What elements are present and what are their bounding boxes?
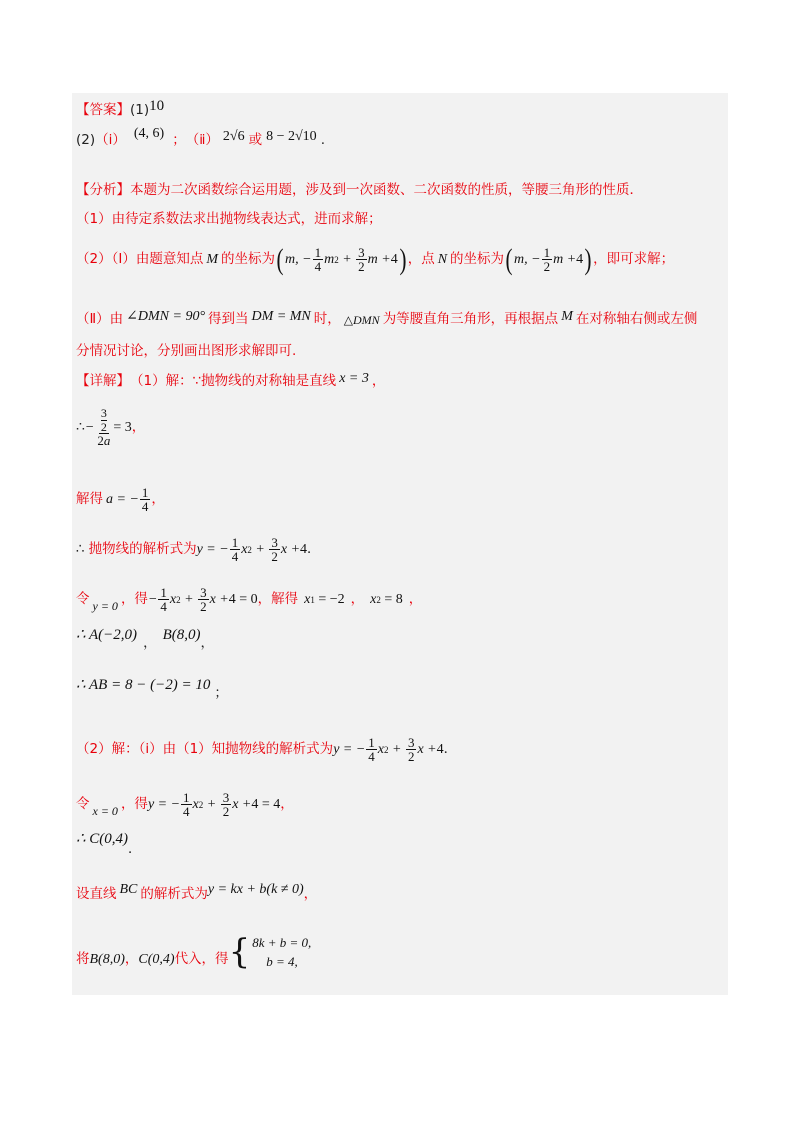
let-text: 令 — [76, 591, 90, 608]
point-c-sub: C(0,4) — [138, 952, 175, 967]
point-m-ref: M — [561, 309, 573, 324]
detail-comma-9: ， — [303, 886, 318, 903]
answer-i-value: (4, 6) — [133, 126, 165, 141]
y-zero: y = 0 — [92, 599, 118, 613]
detail-line-10 — [76, 831, 142, 857]
detail-line-4 — [76, 530, 321, 570]
detail-comma-6: ， — [143, 634, 157, 651]
solve-text: 解得 — [76, 491, 103, 508]
period-3: ． — [128, 840, 142, 857]
analysis-step-3 — [76, 309, 698, 328]
set-line-text: 设直线 — [76, 886, 117, 903]
analysis-step-2-text-d: 的坐标为 — [450, 251, 505, 268]
answer-sep: ； — [172, 132, 186, 149]
answer-part-1-value: 10 — [149, 98, 165, 114]
substitute-get: 代入，得 — [174, 951, 229, 968]
detail-line-7 — [76, 677, 228, 701]
zero-equation: − $\frac{1}{4}$ x 2 + $\frac{3}{2}$ x + 4 = 0 — [147, 584, 258, 615]
detail-line-5 — [76, 580, 422, 620]
detail-line-9 — [76, 785, 294, 825]
period: ． — [307, 541, 321, 558]
dm-equals-mn: DM = MN — [251, 309, 311, 324]
analysis-text: 本题为二次函数综合运用题，涉及到一次函数、二次函数的性质，等腰三角形的性质． — [130, 182, 643, 198]
equals-three: = 3 — [113, 419, 132, 435]
answer-part-1: (1) — [130, 101, 150, 118]
detail-comma-2: ， — [131, 419, 146, 436]
detail-line-3 — [76, 480, 165, 520]
let-text-2: 令 — [76, 796, 90, 813]
answer-ii-label: （ⅱ） — [185, 132, 219, 149]
system-equation-1: 8k + b = 0, — [252, 934, 312, 950]
answer-ii-value-2: 8 − 2√10 — [266, 129, 317, 144]
analysis-step-3-text-b: 得到当 — [208, 311, 249, 328]
analysis-step-2-text-e: ，即可求解； — [593, 251, 675, 268]
parabola-expression-text: 抛物线的解析式为 — [88, 541, 197, 558]
detail-line-1-text: （1）解：∵抛物线的对称轴是直线 — [130, 373, 337, 390]
detail-comma-10: ， — [124, 951, 139, 968]
detail-comma-5: ， — [408, 591, 423, 608]
equation-system: { 8k + b = 0, b = 4, — [228, 932, 312, 972]
detail-comma-8: ， — [280, 796, 294, 813]
substitute-text: 将 — [76, 951, 90, 968]
point-b-sub: B(8,0) — [89, 952, 125, 967]
detail-line-2 — [76, 402, 145, 454]
parabola-equation: y = − $\frac{1}{4}$ x 2 + $\frac{3}{2}$ x + 4 — [196, 534, 308, 565]
expression-text: 的解析式为 — [140, 886, 208, 903]
parabola-equation-2: y = − $\frac{1}{4}$ x 2 + $\frac{3}{2}$ x + 4 — [333, 734, 444, 765]
point-n-coordinate: ( m, − $\frac{1}{2}$ m + 4 ) — [505, 243, 592, 276]
analysis-step-3-text-e: 在对称轴右侧或左侧 — [575, 311, 698, 328]
analysis-step-2-text-b: 的坐标为 — [221, 251, 275, 268]
analysis-line-1 — [76, 184, 643, 198]
y-at-zero: y = − $\frac{1}{4}$ x 2 + $\frac{3}{2}$ x + 4 = 4 — [147, 789, 281, 820]
detail-comma-3: ， — [151, 491, 165, 508]
answer-i-label: （ⅰ） — [95, 132, 126, 149]
analysis-step-2-text-c: ，点 — [407, 251, 435, 268]
semicolon: ； — [214, 684, 228, 701]
analysis-step-1: （1）由待定系数法求出抛物线表达式，进而求解； — [76, 211, 382, 227]
a-equals: a = − — [106, 492, 139, 507]
answer-or: 或 — [248, 132, 263, 149]
nested-fraction: ∴ − 3 2 2a = 3 — [76, 406, 132, 449]
line-bc: BC — [119, 882, 138, 897]
x1: = −2 — [318, 592, 345, 607]
point-n: N — [437, 252, 448, 267]
detail-label: 【详解】 — [76, 373, 130, 390]
answer-line-1 — [76, 98, 165, 118]
analysis-step-2 — [76, 240, 674, 280]
x2: = 8 — [384, 592, 403, 607]
y-result: = 4 — [261, 797, 281, 812]
detail-line-11 — [76, 882, 318, 903]
point-c: ∴ C(0,4) — [76, 831, 129, 847]
point-m: M — [206, 252, 218, 267]
therefore-symbol: ∴ — [76, 419, 85, 435]
x-zero: x = 0 — [92, 804, 118, 818]
part-2-text: （2）解：（ⅰ）由（1）知抛物线的解析式为 — [76, 741, 334, 758]
axis-equation: x = 3 — [339, 371, 369, 386]
analysis-step-3-text-a: （Ⅱ）由 — [76, 311, 124, 328]
analysis-step-3-text-c: 时， — [313, 311, 341, 328]
detail-comma-4: ， — [350, 591, 365, 608]
detail-line-6 — [76, 627, 214, 651]
ab-length: ∴ AB = 8 − (−2) = 10 — [76, 677, 211, 693]
analysis-step-3-cont: 分情况讨论，分别画出图形求解即可. — [76, 343, 297, 359]
get-text-2: ，得 — [120, 796, 148, 813]
x1-value: x 1 = −2 — [304, 592, 345, 607]
analysis-step-2-text-a: （2）（Ⅰ）由题意知点 — [76, 251, 204, 268]
line-equation: y = kx + b(k ≠ 0) — [207, 882, 304, 897]
point-a: ∴ A(−2,0) — [76, 627, 138, 643]
answer-line-2 — [76, 126, 325, 149]
angle-dmn: ∠DMN = 90° — [126, 309, 206, 324]
detail-comma-7: ， — [200, 634, 214, 651]
get-text: ，得 — [120, 591, 148, 608]
detail-line-12 — [76, 930, 311, 974]
answer-end: . — [320, 132, 325, 149]
therefore-symbol-2: ∴ — [76, 541, 85, 558]
analysis-label: 【分析】 — [76, 182, 130, 198]
system-equation-2: b = 4, — [266, 954, 298, 969]
a-value: a = − $\frac{1}{4}$ — [106, 484, 149, 515]
x2-value: x 2 = 8 — [370, 592, 403, 607]
answer-ii-value-1: 2√6 — [222, 129, 245, 144]
detail-comma: ， — [371, 373, 386, 390]
detail-line-1 — [76, 371, 386, 390]
point-b: B(8,0) — [162, 627, 201, 643]
point-m-coordinate: ( m, − $\frac{1}{4}$ m 2 + $\frac{3}{2}$ m + 4 ) — [276, 243, 407, 276]
detail-line-8 — [76, 730, 457, 770]
answer-part-2: (2) — [76, 132, 96, 149]
solve-text-2: ，解得 — [257, 591, 299, 608]
triangle-dmn: △DMN — [343, 313, 380, 327]
period-2: ． — [443, 741, 458, 758]
answer-label: 【答案】 — [76, 101, 130, 118]
analysis-step-3-text-d: 为等腰直角三角形，再根据点 — [382, 311, 559, 328]
